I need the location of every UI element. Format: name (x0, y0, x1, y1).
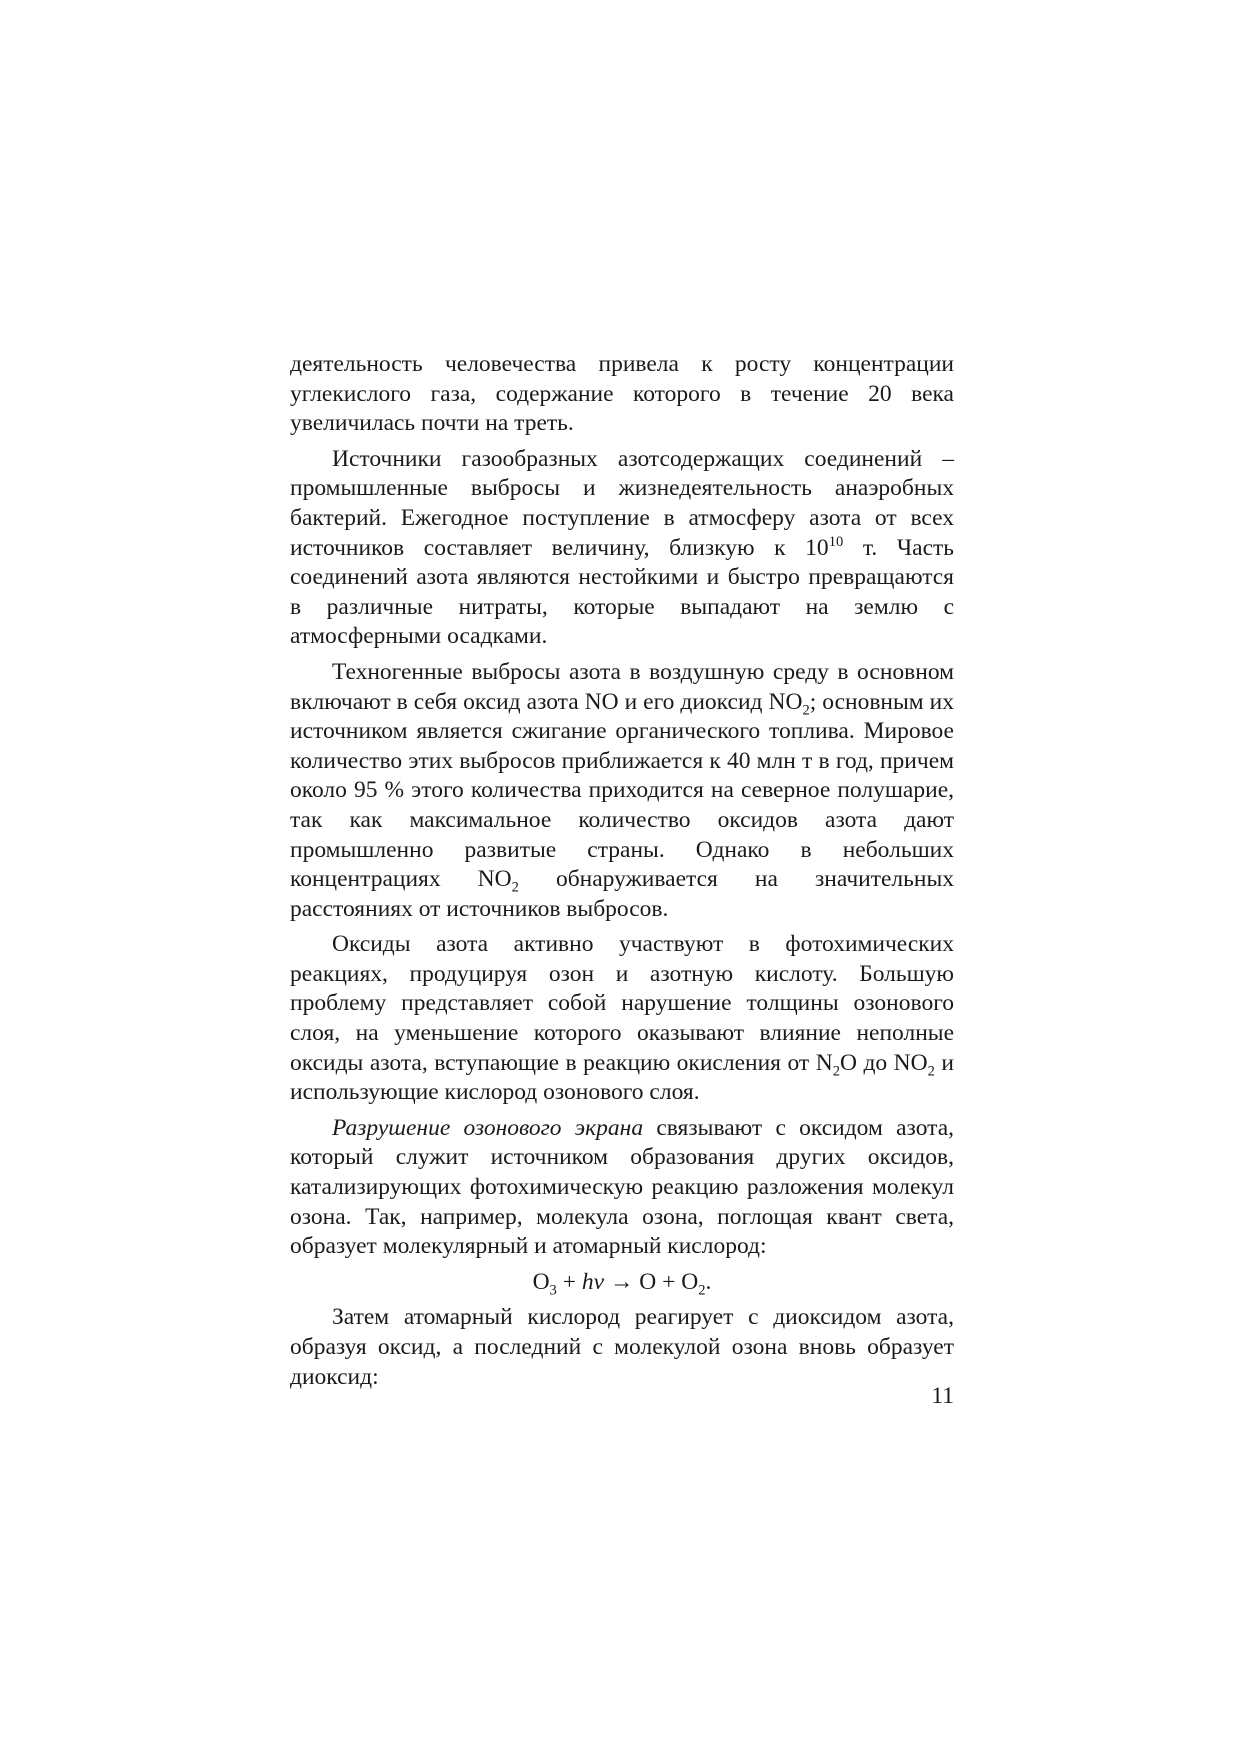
subscript: 2 (802, 702, 810, 719)
italic-term: Разрушение озонового экрана (332, 1114, 644, 1141)
arrow: → (604, 1268, 640, 1295)
subscript: 2 (832, 1063, 840, 1080)
page-body (290, 350, 954, 1398)
paragraph-atomic-oxygen: Затем атомарный кислород реагирует с диоксидом азота, образуя оксид, а последний с молекулой озона вновь образует диоксид: (290, 1304, 954, 1390)
subscript: 2 (511, 879, 519, 896)
paragraph-nitrogen-sources: Источники газообразных азотсодержащих соединений – промышленные выбросы и жизнедеятельность анаэробных бактерий. Ежегодное поступление в атмосферу азота от всех источников составляет величину, близкую к $10^{10}$ т. Часть соединений азота являются нестойкими и быстро превращаются в различные нитраты, которые выпадают на землю с атмосферными осадками. (290, 445, 954, 650)
paragraph-ozone-destruction: Разрушение озонового экрана связывают с оксидом азота, который служит источником образования других оксидов, катализирующих фотохимическую реакцию разложения молекул озона. Так, например, молекула озона, поглощая квант света, образует молекулярный и атомарный кислород: (290, 1114, 954, 1260)
exponent: 10 (828, 533, 844, 550)
paragraph-continuation: деятельность человечества привела к росту концентрации углекислого газа, содержание которого в течение 20 века увеличилась почти на треть. (290, 351, 954, 437)
paragraph-nitrogen-oxides: Оксиды азота активно участвуют в фотохимических реакциях, продуцируя озон и азотную кислоту. Большую проблему представляет собой нарушение толщины озонового слоя, на уменьшение которого оказывают влияние неполные оксиды азота, вступающие в реакцию окисления от $N_2O$ до $NO_2$ и использующие кислород озонового слоя. (290, 931, 954, 1106)
subscript: 2 (927, 1063, 935, 1080)
chemical-formula: $O_3$ + hv → $O + O_2$. (532, 1268, 712, 1299)
page-number: 11 (931, 1383, 954, 1409)
paragraph-technogenic-emissions: Техногенные выбросы азота в воздушную среду в основном включают в себя оксид азота NO и его диоксид $NO_2$; основным их источником является сжигание органического топлива. Мировое количество этих выбросов приближается к 40 млн т в год, причем около 95 % этого количества приходится на северное полушарие, так как максимальное количество оксидов азота дают промышленно развитые страны. Однако в небольших концентрациях $NO_2$ обнаруживается на значительных расстояниях от источников выбросов. (290, 658, 955, 922)
